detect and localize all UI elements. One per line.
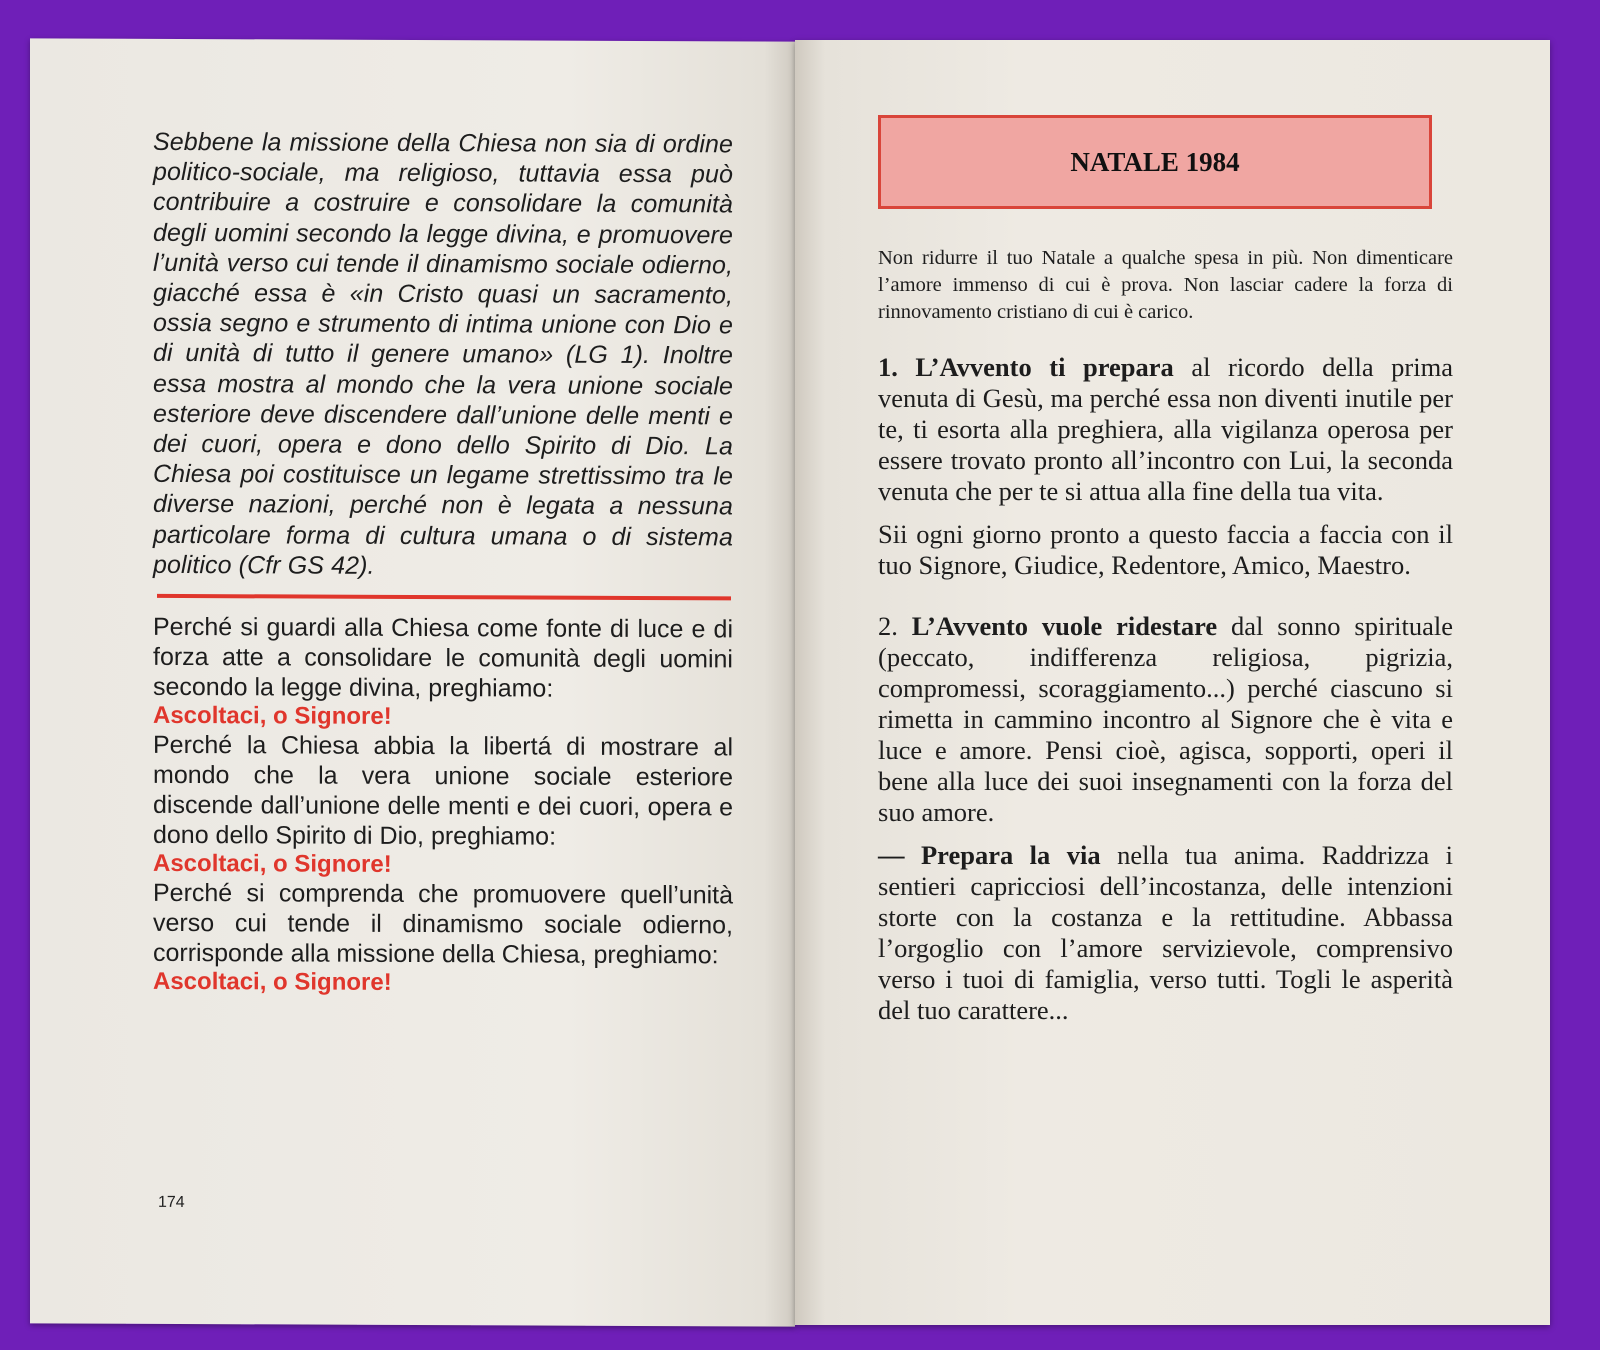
red-divider [157,594,731,601]
right-page-content [878,245,1453,1038]
prayer-intention: Perché si guardi alla Chiesa come fonte di luce e di forza atte a consolidare le comunità degli uomini secondo la legge divina, preghiamo: [153,612,733,703]
advent-paragraph-1 [878,352,1453,507]
title-box [878,115,1432,209]
advent-paragraph-2: Sii ogni giorno pronto a questo faccia a faccia con il tuo Signore, Giudice, Redentore, Amico, Maestro. [878,519,1453,580]
advent-paragraph-3 [878,611,1453,828]
advent-paragraph-4 [878,840,1453,1026]
intro-paragraph: Non ridurre il tuo Natale a qualche spesa in più. Non dimenticare l’amore immenso di cui è prova. Non lasciar cadere la forza di rinnovamento cristiano di cui è carico. [878,247,1453,323]
paragraph-heading: — Prepara la via [878,840,1101,870]
prayer-response: Ascoltaci, o Signore! [153,967,392,996]
prayer-intention: Perché si comprenda che promuovere quell’unità verso cui tende il dinamismo sociale odierno, corrisponde alla missione della Chiesa, preghiamo: [153,878,733,970]
paragraph-heading: 1. L’Avvento ti prepara [878,352,1174,382]
page-title: NATALE 1984 [1070,146,1240,177]
paragraph-text: nella tua anima. Raddrizza i sentieri capricciosi dell’incostanza, delle intenzioni storte con la costanza e la rettitudine. Abbassa l’orgoglio con l’amore servizievole, comprensivo verso i tuoi di famiglia, verso tutti. Togli le asperità del tuo carattere... [878,840,1453,1025]
page-number: 174 [158,1193,185,1212]
paragraph-heading: L’Avvento vuole ridestare [911,611,1218,641]
prayer-intention: Perché la Chiesa abbia la libertá di mostrare al mondo che la vera unione sociale esteriore discende dall’unione delle menti e dei cuori, opera e dono dello Spirito di Dio, preghiamo: [153,730,733,851]
intro-paragraph: Sebbene la missione della Chiesa non sia di ordine politico-sociale, ma religioso, tuttavia essa può contribuire a costruire e consolidare la comunità degli uomini secondo la legge divina, e promuovere l’unità verso cui tende il dinamismo sociale odierno, giacché essa è «in Cristo quasi un sacramento, ossia segno e strumento di intima unione con Dio e di unità di tutto il genere umano» (LG 1). Inoltre essa mostra al mondo che la vera unione sociale esteriore deve discendere dall’unione delle menti e dei cuori, opera e dono dello Spirito di Dio. La Chiesa poi costituisce un legame strettissimo tra le diverse nazioni, perché non è legata a nessuna particolare forma di cultura umana o di sistema politico (Cfr GS 42). [153,127,733,580]
open-booklet [30,40,1550,1325]
prayer-response: Ascoltaci, o Signore! [153,701,392,730]
paragraph-text: al ricordo della prima venuta di Gesù, ma perché essa non diventi inutile per te, ti esorta alla preghiera, alla vigilanza operosa per essere trovato pronto all’incontro con Lui, la seconda venuta che per te si attua alla fine della tua vita. [878,352,1453,506]
paragraph-number: 2. [878,611,912,641]
prayer-response: Ascoltaci, o Signore! [153,849,392,878]
paragraph-text: dal sonno spirituale (peccato, indifferenza religiosa, pigrizia, compromessi, scoraggiamento...) perché ciascuno si rimetta in cammino incontro al Signore che è vita e luce e amore. Pensi cioè, agisca, sopporti, operi il bene alla luce dei suoi insegnamenti con la forza del suo amore. [878,611,1454,827]
left-page-content [153,127,733,999]
left-page [30,38,795,1326]
right-page [795,40,1550,1325]
